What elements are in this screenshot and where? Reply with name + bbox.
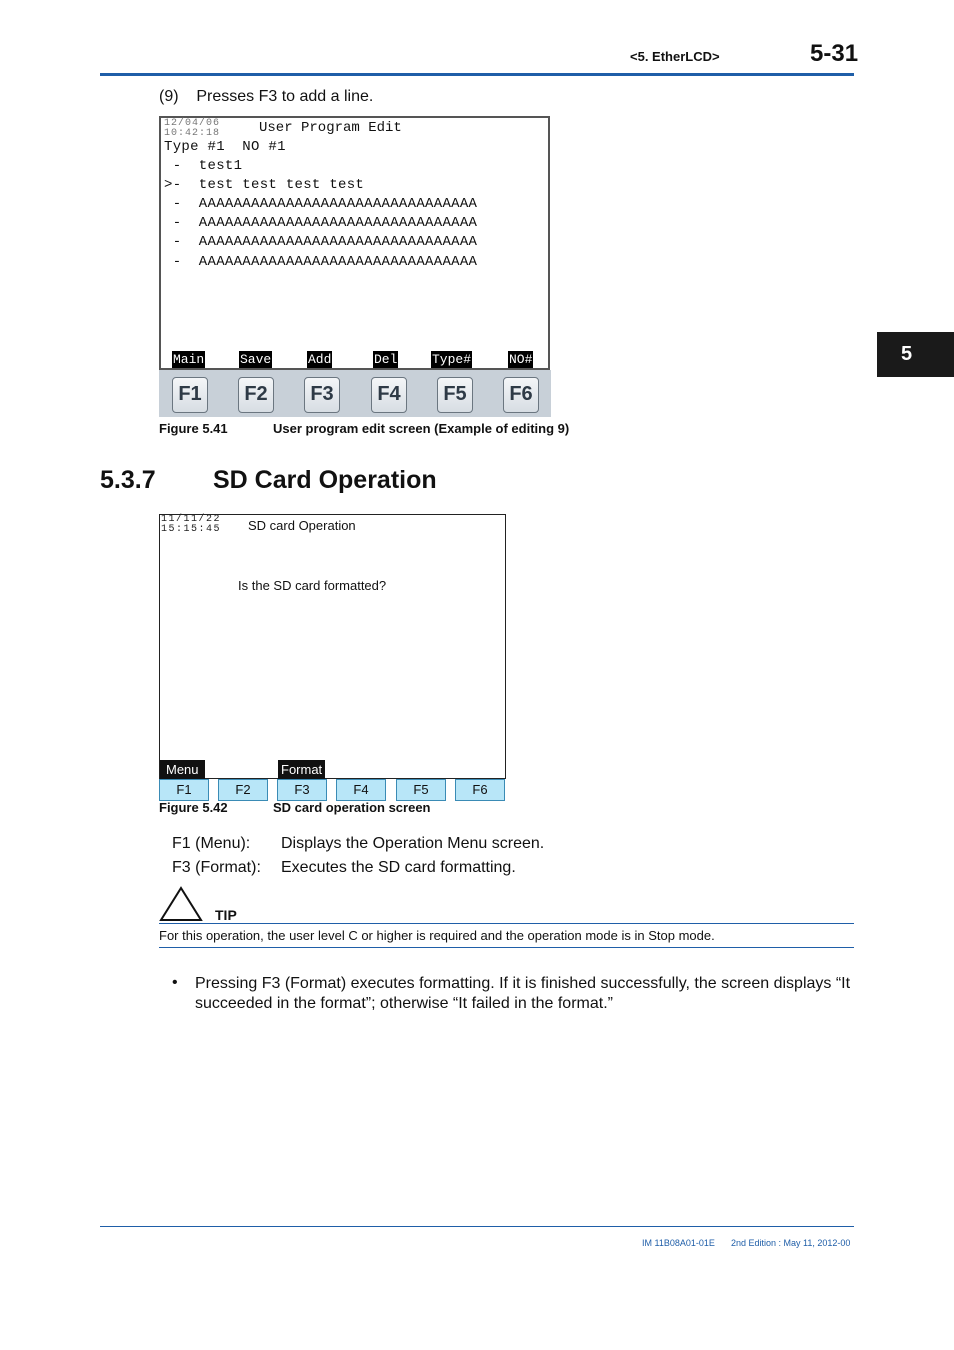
lcd-line: - AAAAAAAAAAAAAAAAAAAAAAAAAAAAAAAA (164, 254, 478, 270)
footer-rule (100, 1226, 854, 1227)
f1-key[interactable]: F1 (172, 377, 208, 413)
f5-key[interactable]: F5 (396, 779, 446, 801)
softkey-menu: Menu (160, 760, 205, 779)
function-key-bar (159, 370, 551, 417)
bullet-text: Pressing F3 (Format) executes formatting. If it is finished successfully, the screen displays “It succeeded in the format”; otherwise “It failed in the format.” (195, 975, 851, 1012)
lcd-title: SD card Operation (248, 518, 356, 533)
bullet-mark: • (172, 974, 178, 991)
softkey-save: Save (240, 352, 272, 367)
running-header-section: <5. EtherLCD> (630, 49, 720, 64)
figure-541-number: Figure 5.41 (159, 421, 228, 436)
lcd-line: - test1 (164, 158, 243, 174)
desc-key-f3: F3 (Format): (172, 859, 261, 876)
tip-rule (159, 923, 854, 924)
figure-541-caption: User program edit screen (Example of editing 9) (273, 421, 570, 436)
figure-542-caption: SD card operation screen (273, 800, 431, 815)
softkey-del: Del (374, 352, 398, 367)
tip-text: For this operation, the user level C or higher is required and the operation mode is in Stop mode. (159, 928, 715, 943)
figure-542-number: Figure 5.42 (159, 800, 228, 815)
section-title: SD Card Operation (213, 466, 437, 494)
footer-edition: 2nd Edition : May 11, 2012-00 (731, 1238, 851, 1248)
f2-key[interactable]: F2 (238, 377, 274, 413)
page-number: 5-31 (810, 40, 859, 67)
softkey-format: Format (278, 760, 325, 779)
sd-card-operation-screen (159, 514, 506, 779)
lcd-line-selected: >- test test test test (164, 177, 365, 193)
desc-key-f1: F1 (Menu): (172, 835, 251, 852)
desc-text-f3: Executes the SD card formatting. (281, 859, 516, 876)
tip-warning-icon (159, 886, 203, 927)
footer-doc-id: IM 11B08A01-01E (642, 1238, 715, 1248)
f6-key[interactable]: F6 (503, 377, 539, 413)
chapter-tab: 5 (877, 332, 954, 377)
format-question: Is the SD card formatted? (238, 578, 387, 593)
lcd-time: 10:42:18 (164, 128, 221, 139)
lcd-line: - AAAAAAAAAAAAAAAAAAAAAAAAAAAAAAAA (164, 196, 478, 212)
f6-key[interactable]: F6 (455, 779, 505, 801)
f3-key[interactable]: F3 (277, 779, 327, 801)
f3-key[interactable]: F3 (304, 377, 340, 413)
lcd-date: 12/04/06 (164, 118, 221, 129)
lcd-line: - AAAAAAAAAAAAAAAAAAAAAAAAAAAAAAAA (164, 234, 478, 250)
f2-key[interactable]: F2 (218, 779, 268, 801)
softkey-no: NO# (509, 352, 533, 367)
lcd-time: 15:15:45 (161, 524, 222, 535)
header-rule (100, 73, 854, 76)
lcd-date: 11/11/22 (161, 514, 222, 525)
softkey-type: Type# (432, 352, 472, 367)
softkey-main: Main (173, 352, 205, 367)
section-number: 5.3.7 (100, 466, 156, 494)
tip-rule (159, 947, 854, 948)
f4-key[interactable]: F4 (371, 377, 407, 413)
f5-key[interactable]: F5 (437, 377, 473, 413)
tip-label: TIP (215, 907, 237, 923)
lcd-line: - AAAAAAAAAAAAAAAAAAAAAAAAAAAAAAAA (164, 215, 478, 231)
lcd-line: Type #1 NO #1 (164, 139, 286, 155)
lcd-title: User Program Edit (259, 120, 402, 136)
section-heading (100, 466, 437, 495)
step-9-text: (9) Presses F3 to add a line. (159, 88, 374, 105)
function-key-bar (159, 779, 506, 801)
softkey-add: Add (308, 352, 332, 367)
desc-text-f1: Displays the Operation Menu screen. (281, 835, 545, 852)
lcd-datetime (161, 515, 221, 535)
f1-key[interactable]: F1 (159, 779, 209, 801)
user-program-edit-screen (159, 116, 550, 370)
f4-key[interactable]: F4 (336, 779, 386, 801)
